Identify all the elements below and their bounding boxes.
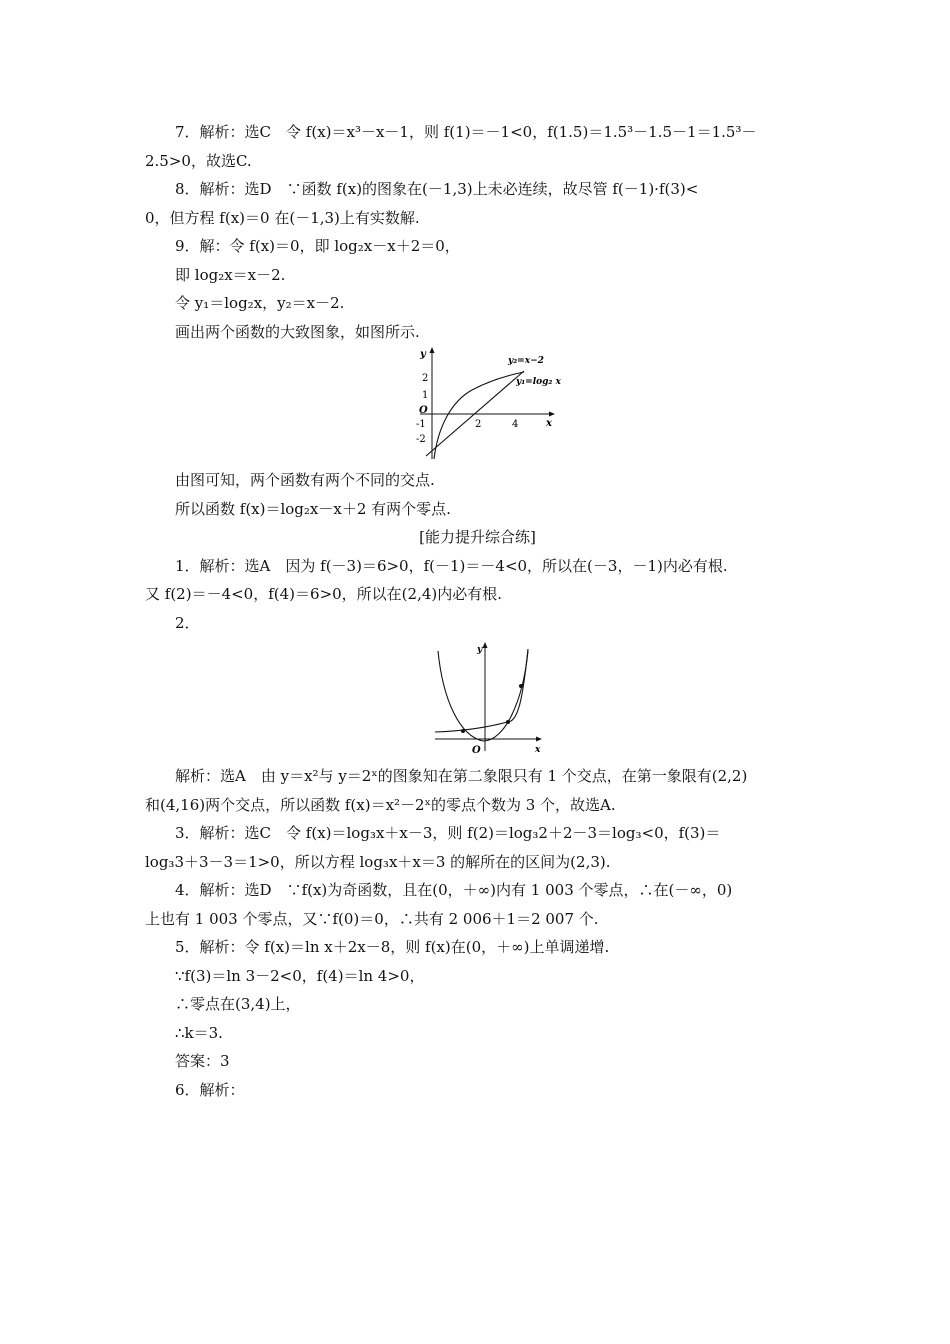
text-line: 0，但方程 f(x)＝0 在(－1,3)上有实数解. [145, 208, 420, 227]
text-line: 令 y₁＝log₂x，y₂＝x－2. [175, 294, 345, 312]
intersection-point [519, 684, 523, 688]
text-line: 2.5>0，故选C. [145, 151, 252, 170]
x-axis-arrow-icon [536, 737, 542, 742]
text-line: 7．解析：选C 令 f(x)＝x³－x－1，则 f(1)＝－1<0，f(1.5)＝1.5³－1.5－1＝1.5³－ [175, 123, 757, 141]
label-y2: y₂=x−2 [508, 356, 544, 366]
intersection-point [506, 720, 510, 724]
text-line: 上也有 1 003 个零点，又∵f(0)＝0，∴共有 2 006＋1＝2 007 个. [145, 909, 599, 928]
text-line: ∴k＝3. [175, 1023, 223, 1042]
figure-parabola-vs-exponential [435, 641, 555, 756]
tick-label: 1 [422, 390, 429, 401]
y-axis-arrow-icon [430, 347, 435, 353]
text-line: 3．解析：选C 令 f(x)＝log₃x＋x－3，则 f(2)＝log₃2＋2－3＝log₃<0，f(3)＝ [175, 824, 721, 842]
text-line: 即 log₂x＝x－2. [175, 265, 286, 284]
text-line: 所以函数 f(x)＝log₂x－x＋2 有两个零点. [175, 499, 451, 518]
text-line: 1．解析：选A 因为 f(－3)＝6>0，f(－1)＝－4<0，所以在(－3，－1)内必有根. [175, 556, 728, 575]
x-axis-label: x [535, 745, 541, 755]
text-line: 9．解：令 f(x)＝0，即 log₂x－x＋2＝0， [175, 237, 460, 255]
text-line: 由图可知，两个函数有两个不同的交点. [175, 471, 435, 489]
tick-label: 4 [512, 419, 519, 430]
section-heading: [能力提升综合练] [419, 528, 536, 546]
x-axis-label: x [546, 418, 552, 429]
tick-label: -2 [416, 434, 426, 445]
figure-log-vs-linear [412, 346, 572, 466]
label-y1: y₁=log₂ x [516, 377, 561, 387]
tick-label: 2 [475, 419, 482, 430]
text-line: 2． [175, 613, 200, 632]
text-line: 6．解析： [175, 1080, 245, 1099]
curve-y1 [434, 372, 524, 459]
y-axis-label: y [477, 645, 483, 655]
y-axis-label: y [420, 349, 426, 360]
tick-label: 2 [422, 373, 429, 384]
text-line: 画出两个函数的大致图象，如图所示. [175, 322, 420, 341]
text-line: 5．解析：令 f(x)＝ln x＋2x－8，则 f(x)在(0，＋∞)上单调递增. [175, 938, 610, 956]
text-line: ∵f(3)＝ln 3－2<0，f(4)＝ln 4>0， [175, 966, 425, 985]
y-axis-arrow-icon [483, 642, 488, 648]
page-content [145, 118, 810, 1104]
text-line: log₃3＋3－3＝1>0，所以方程 log₃x＋x＝3 的解所在的区间为(2,3). [145, 852, 611, 871]
curve-exponential [435, 649, 528, 732]
text-line: 又 f(2)＝－4<0，f(4)＝6>0，所以在(2,4)内必有根. [145, 585, 503, 603]
tick-label: -1 [416, 419, 426, 430]
origin-label: O [472, 745, 481, 756]
origin-label: O [419, 405, 428, 416]
x-axis-arrow-icon [549, 412, 555, 417]
text-line: 答案：3 [175, 1052, 230, 1070]
text-line: 8．解析：选D ∵函数 f(x)的图象在(－1,3)上未必连续，故尽管 f(－1)·f(3)< [175, 180, 699, 198]
text-line: 解析：选A 由 y＝x²与 y＝2ˣ的图象知在第二象限只有 1 个交点，在第一象限有(2,2) [175, 767, 748, 785]
text-line: 和(4,16)两个交点，所以函数 f(x)＝x²－2ˣ的零点个数为 3 个，故选A. [145, 795, 616, 814]
intersection-point [461, 729, 465, 733]
text-line: 4．解析：选D ∵f(x)为奇函数，且在(0，＋∞)内有 1 003 个零点，∴在(－∞，0) [175, 881, 733, 899]
text-line: ∴零点在(3,4)上， [175, 995, 301, 1013]
